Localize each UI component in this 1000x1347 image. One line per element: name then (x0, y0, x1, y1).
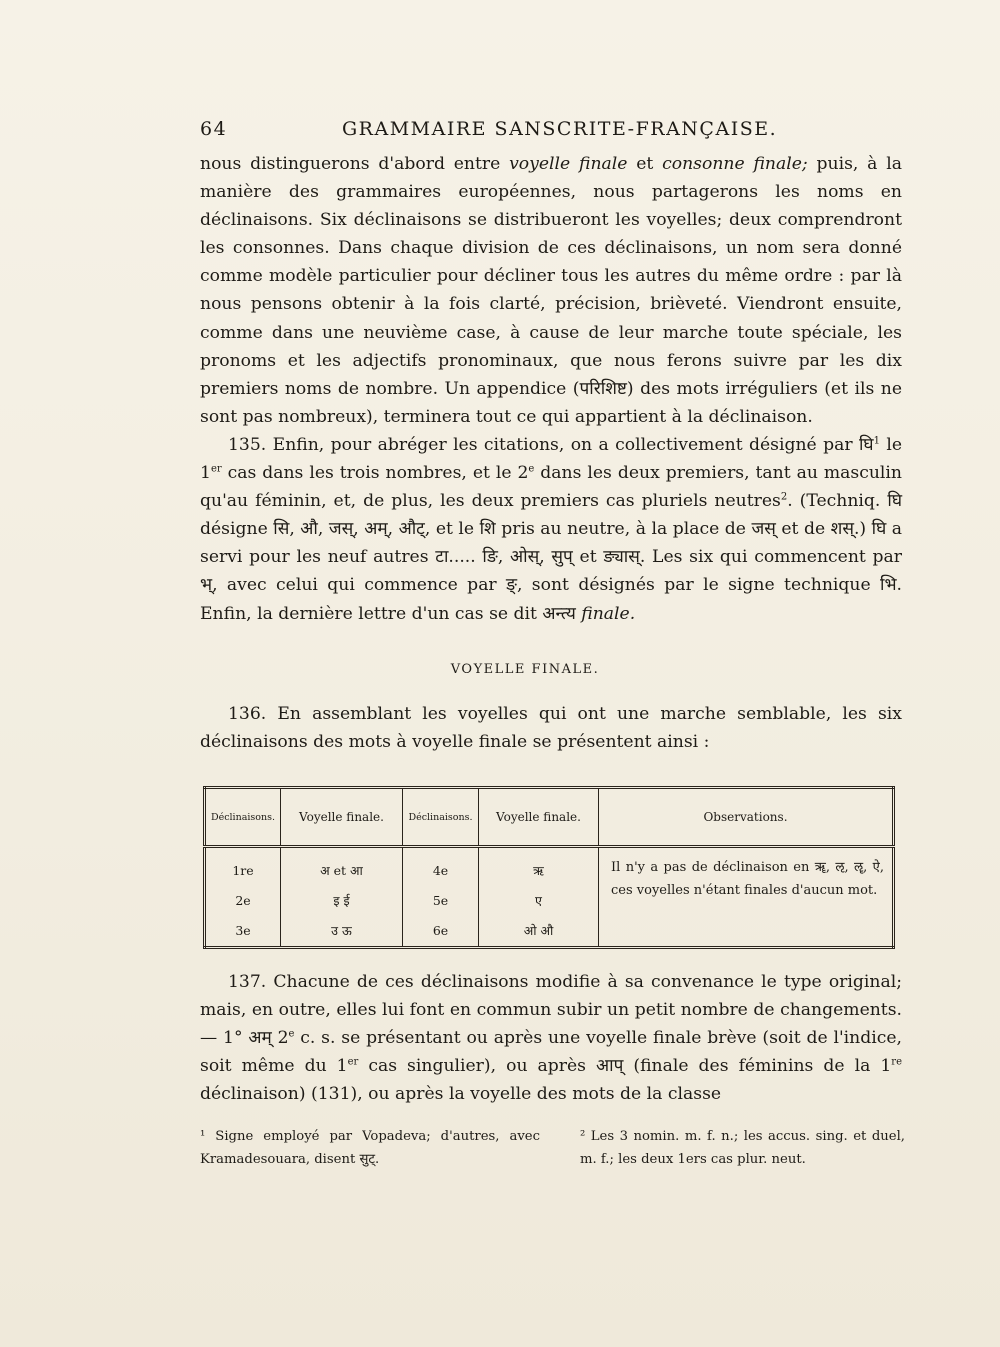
observation-cell: Il n'y a pas de déclinaison en ॠ, ऌ, ॡ, ऐ, ces voyelles n'étant finales d'aucun mot. (599, 847, 894, 948)
decl-number: 4e (403, 847, 479, 887)
col-header: Voyelle finale. (479, 788, 599, 847)
footnote-2: ² Les 3 nomin. m. f. n.; les accus. sing. et duel, m. f.; les deux 1ers cas plur. neut. (580, 1129, 905, 1167)
running-title: GRAMMAIRE SANSCRITE-FRANÇAISE. (342, 118, 778, 140)
running-header (200, 118, 902, 146)
table-header-row (205, 788, 894, 847)
vowel-cell: ए (479, 886, 599, 916)
decl-number: 1re (232, 863, 254, 878)
decl-number: 2e (235, 893, 251, 908)
paragraph-intro: nous distinguerons d'abord entre voyelle finale et consonne finale; puis, à la manière des grammaires européennes, nous partagerons les noms en déclinaisons. Six déclinaisons se distribueront les voyelles; deux comprendront les consonnes. Dans chaque division de ces déclinaisons, un nom sera donné comme modèle particulier pour décliner tous les autres du même ordre : par là nous pensons obtenir à la fois clarté, précision, brièveté. Viendront ensuite, comme dans une neuvième case, à cause de leur marche toute spéciale, les pronoms et les adjectifs pronominaux, que nous ferons suivre par les dix premiers noms de nombre. Un appendice (परिशिष्ट) des mots irréguliers (et ils ne sont pas nombreux), terminera tout ce qui appartient à la déclinaison. (200, 154, 902, 427)
decl-number: 3e (235, 923, 251, 938)
page-number: 64 (200, 118, 228, 140)
decl-number: 5e (403, 886, 479, 916)
footnote-1: ¹ Signe employé par Vopadeva; d'autres, avec Kramadesouara, disent सुट्. (200, 1129, 540, 1167)
col-header: Observations. (599, 788, 894, 847)
paragraph-135: 135. Enfin, pour abréger les citations, on a collectivement désigné par घि$^1$ le 1er cas dans les trois nombres, et le 2e dans les deux premiers, tant au masculin qu'au féminin, et, de plus, les deux premiers cas pluriels neutres$^2$. (Techniq. घि désigne सि, औ, जस्, अम्, औट्, et le शि pris au neutre, à la place de जस् et de शस्.) घि a servi pour les neuf autres टा..... ङि, ओस्, सुप् et ङ्यास्. Les six qui commencent par भ्, avec celui qui commence par ङ्, sont désignés par le signe technique भि. Enfin, la dernière lettre d'un cas se dit अन्त्य finale. (200, 435, 903, 624)
table-row (205, 847, 894, 887)
col-header: Déclinaisons. (403, 788, 479, 847)
vowel-cell: इ ई (281, 886, 403, 916)
vowel-cell: ओ औ (479, 916, 599, 948)
vowel-cell: ऋ (479, 847, 599, 887)
decl-number: 6e (403, 916, 479, 948)
vowel-cell: अ et आ (281, 847, 403, 887)
section-heading: VOYELLE FINALE. (450, 662, 600, 677)
paragraph-137: 137. Chacune de ces déclinaisons modifie à sa convenance le type original; mais, en outre, elles lui font en commun subir un petit nombre de changements. — 1° अम् 2e c. s. se présentant ou après une voyelle finale brève (soit de l'indice, soit même du 1er cas singulier), ou après आप् (finale des féminins de la 1re déclinaison) (131), ou après la voyelle des mots de la classe (200, 972, 903, 1105)
paragraph-136: 136. En assemblant les voyelles qui ont une marche semblable, les six déclinaisons des mots à voyelle finale se présentent ainsi : (200, 704, 902, 753)
col-header: Voyelle finale. (281, 788, 403, 847)
vowel-cell: उ ऊ (281, 916, 403, 948)
declension-table (203, 786, 895, 949)
col-header: Déclinaisons. (205, 788, 281, 847)
